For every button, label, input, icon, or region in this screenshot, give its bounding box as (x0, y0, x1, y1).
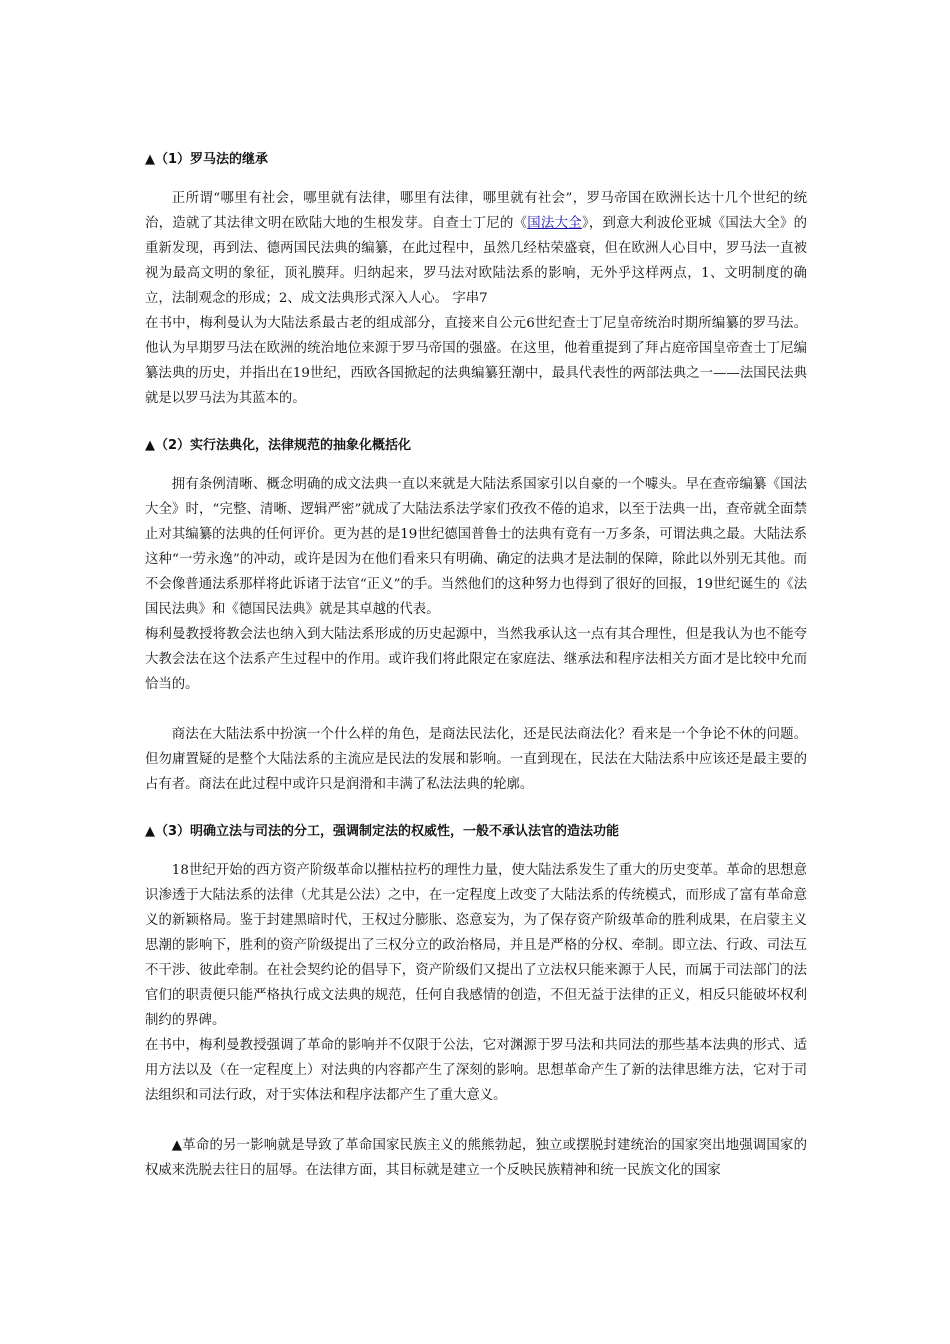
section-1-paragraph-1 (145, 186, 807, 311)
document-page (145, 150, 807, 1183)
section-2-paragraph-2: 梅利曼教授将教会法也纳入到大陆法系形成的历史起源中，当然我承认这一点有其合理性，但是我认为也不能夸大教会法在这个法系产生过程中的作用。或许我们将此限定在家庭法、继承法和程序法相关方面才是比较中允而恰当的。 (145, 627, 807, 692)
section-1-paragraph-2: 在书中，梅利曼认为大陆法系最古老的组成部分，直接来自公元6世纪查士丁尼皇帝统治时期所编纂的罗马法。他认为早期罗马法在欧洲的统治地位来源于罗马帝国的强盛。在这里，他着重提到了拜占庭帝国皇帝查士丁尼编纂法典的历史，并指出在19世纪，西欧各国掀起的法典编纂狂潮中，最具代表性的两部法典之一——法国民法典就是以罗马法为其蓝本的。 (145, 316, 807, 406)
section-3-paragraph-3: ▲革命的另一影响就是导致了革命国家民族主义的熊熊勃起，独立或摆脱封建统治的国家突出地强调国家的权威来洗脱去往日的屈辱。在法律方面，其目标就是建立一个反映民族精神和统一民族文化的国家 (145, 1138, 807, 1178)
section-2-paragraph-1: 拥有条例清晰、概念明确的成文法典一直以来就是大陆法系国家引以自豪的一个噱头。早在查帝编纂《国法大全》时，“完整、清晰、逻辑严密”就成了大陆法系法学家们孜孜不倦的追求，以至于法典一出，查帝就全面禁止对其编纂的法典的任何评价。更为甚的是19世纪德国普鲁士的法典有竟有一万多条，可谓法典之最。大陆法系这种“一劳永逸”的冲动，或许是因为在他们看来只有明确、确定的法典才是法制的保障，除此以外别无其他。而不会像普通法系那样将此诉诸于法官“正义”的手。当然他们的这种努力也得到了很好的回报，19世纪诞生的《法国民法典》和《德国民法典》就是其卓越的代表。 (145, 477, 807, 617)
section-1-heading: ▲（1）罗马法的继承 (145, 152, 269, 167)
guofa-daquan-link[interactable]: 国法大全 (527, 216, 582, 231)
section-3-paragraph-2: 在书中，梅利曼教授强调了革命的影响并不仅限于公法，它对渊源于罗马法和共同法的那些基本法典的形式、适用方法以及（在一定程度上）对法典的内容都产生了深刻的影响。思想革命产生了新的法律思维方法，它对于司法组织和司法行政，对于实体法和程序法都产生了重大意义。 (145, 1038, 807, 1103)
section-2-heading: ▲（2）实行法典化，法律规范的抽象化概括化 (145, 438, 412, 453)
section-2-paragraph-3: 商法在大陆法系中扮演一个什么样的角色，是商法民法化，还是民法商法化？看来是一个争论不休的问题。但勿庸置疑的是整个大陆法系的主流应是民法的发展和影响。一直到现在，民法在大陆法系中应该还是最主要的占有者。商法在此过程中或许只是润滑和丰满了私法法典的轮廓。 (145, 727, 807, 792)
section-1-paragraph-1-text-b: 》，到意大利波伦亚城《国法大全》的重新发现，再到法、德两国民法典的编纂，在此过程中，虽然几经枯荣盛衰，但在欧洲人心目中，罗马法一直被视为最高文明的象征，顶礼膜拜。归纳起来，罗马法对欧陆法系的影响，无外乎这样两点，1、文明制度的确立，法制观念的形成；2、成文法典形式深入人心。 字串7 (145, 216, 807, 306)
section-3-heading: ▲（3）明确立法与司法的分工，强调制定法的权威性，一般不承认法官的造法功能 (145, 824, 620, 839)
section-1-paragraph-1-text-a: 正所谓“哪里有社会，哪里就有法律，哪里有法律，哪里就有社会”，罗马帝国在欧洲长达十几个世纪的统治，造就了其法律文明在欧陆大地的生根发芽。自查士丁尼的《 (145, 191, 807, 231)
section-3-paragraph-1: 18世纪开始的西方资产阶级革命以摧枯拉朽的理性力量，使大陆法系发生了重大的历史变革。革命的思想意识渗透于大陆法系的法律（尤其是公法）之中，在一定程度上改变了大陆法系的传统模式，而形成了富有革命意义的新颖格局。鉴于封建黑暗时代，王权过分膨胀、恣意妄为，为了保存资产阶级革命的胜利成果，在启蒙主义思潮的影响下，胜利的资产阶级提出了三权分立的政治格局，并且是严格的分权、牵制。即立法、行政、司法互不干涉、彼此牵制。在社会契约论的倡导下，资产阶级们又提出了立法权只能来源于人民，而属于司法部门的法官们的职责便只能严格执行成文法典的规范，任何自我感情的创造，不但无益于法律的正义，相反只能破坏权利制约的界碑。 (145, 863, 807, 1028)
